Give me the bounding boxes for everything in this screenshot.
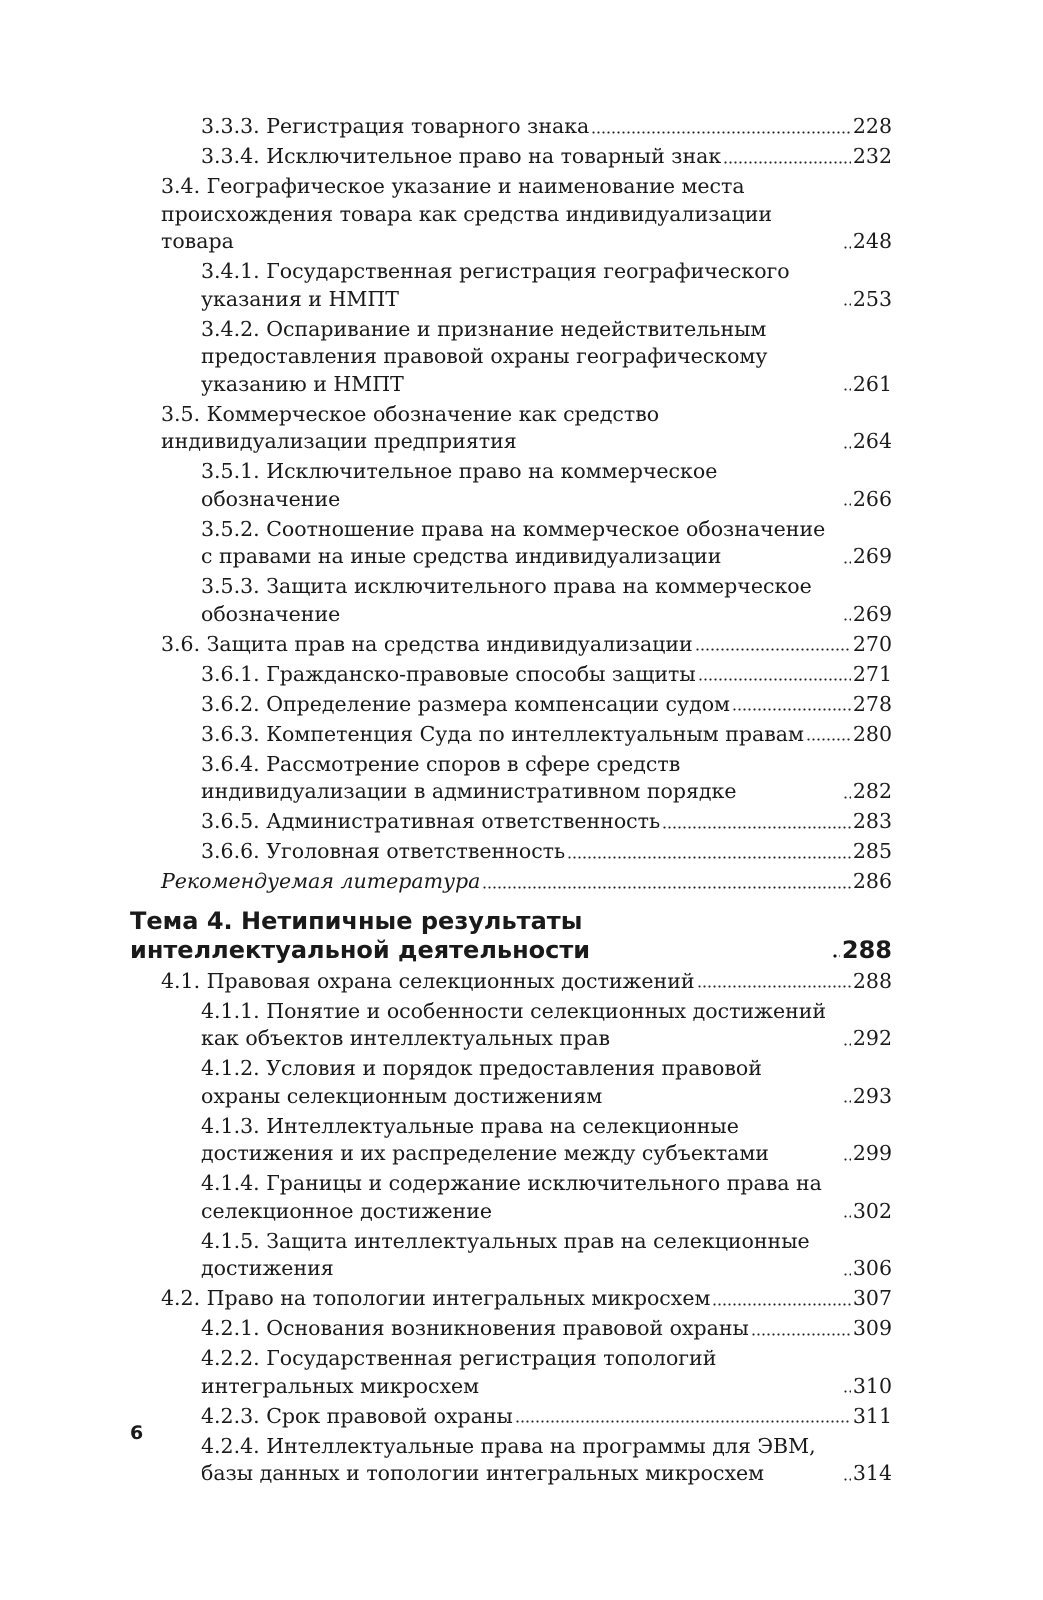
- toc-entry-title: Рекомендуемая литература: [161, 869, 481, 893]
- toc-dot-leader: [591, 131, 851, 134]
- toc-entry-title: 3.5.1. Исключительное право на коммерческое обозначение: [201, 459, 718, 511]
- toc-entry: [130, 316, 892, 399]
- toc-dot-leader: [806, 738, 851, 741]
- toc-entry: [130, 751, 892, 806]
- toc-entry-page: 278: [852, 691, 892, 716]
- toc-entry: [130, 1228, 892, 1283]
- toc-entry: [130, 808, 892, 836]
- toc-entry-title: 3.6.6. Уголовная ответственность: [201, 839, 566, 863]
- toc-entry-page: 302: [852, 1198, 892, 1223]
- toc-dot-leader: [732, 708, 851, 711]
- toc-entry-page: 269: [852, 544, 892, 568]
- toc-entry: [130, 573, 892, 628]
- toc-entry-page: 299: [852, 1141, 892, 1165]
- toc-entry: [130, 1315, 892, 1343]
- toc-entry-title: 4.2. Право на топологии интегральных микросхем: [161, 1286, 711, 1310]
- toc-entry: [130, 1403, 892, 1431]
- toc-dot-leader: [698, 678, 851, 681]
- toc-entry-page: 292: [852, 1026, 892, 1050]
- toc-entry-title: 4.1.4. Границы и содержание исключительного права на селекционное достижение: [201, 1171, 822, 1223]
- toc-dot-leader: [832, 954, 840, 958]
- toc-entry-page: 309: [852, 1316, 892, 1340]
- toc-entry-title: 4.2.3. Срок правовой охраны: [201, 1403, 513, 1428]
- toc-dot-leader: [843, 796, 851, 799]
- toc-entry-title: 4.1. Правовая охрана селекционных достижений: [161, 968, 695, 993]
- toc-entry: [130, 631, 892, 659]
- toc-entry-page: 307: [852, 1286, 892, 1310]
- toc-entry-title: 3.6.4. Рассмотрение споров в сфере средств индивидуализации в административном порядке: [201, 751, 737, 803]
- toc-entry-page: 283: [852, 809, 892, 833]
- toc-entry: [130, 1055, 892, 1110]
- table-of-contents: [130, 113, 892, 1490]
- toc-dot-leader: [697, 985, 851, 988]
- toc-entry-page: 228: [852, 114, 892, 138]
- toc-entry-title: 3.4.1. Государственная регистрация географического указания и НМПТ: [201, 259, 790, 311]
- toc-entry-page: 293: [852, 1083, 892, 1108]
- toc-entry: [130, 258, 892, 313]
- toc-entry: [130, 1433, 892, 1488]
- toc-dot-leader: [843, 618, 851, 621]
- toc-dot-leader: [843, 446, 851, 449]
- toc-entry-title: 4.1.1. Понятие и особенности селекционных достижений как объектов интеллектуальных прав: [201, 998, 827, 1050]
- toc-entry-title: 3.3.4. Исключительное право на товарный знак: [201, 144, 722, 168]
- toc-entry-page: 310: [852, 1373, 892, 1398]
- toc-entry: [130, 968, 892, 996]
- toc-entry-title: 3.3.3. Регистрация товарного знака: [201, 114, 590, 138]
- toc-entry-title: 3.5.3. Защита исключительного права на коммерческое обозначение: [201, 574, 812, 626]
- toc-entry-page: 306: [852, 1256, 892, 1280]
- toc-entry-page: 261: [852, 371, 892, 396]
- toc-entry-title: 3.5.2. Соотношение права на коммерческое обозначение с правами на иные средства индивидуализации: [201, 516, 826, 568]
- toc-entry-page: 280: [852, 721, 892, 746]
- toc-entry-page: 264: [852, 429, 892, 453]
- toc-entry: [130, 1345, 892, 1400]
- toc-entry-page: 232: [852, 144, 892, 168]
- toc-dot-leader: [843, 1043, 851, 1046]
- toc-entry-title: 3.6.1. Гражданско-правовые способы защиты: [201, 661, 696, 686]
- toc-entry-title: 4.2.2. Государственная регистрация топологий интегральных микросхем: [201, 1346, 717, 1398]
- toc-entry-page: 282: [852, 779, 892, 803]
- toc-entry: [130, 401, 892, 456]
- toc-entry: [130, 661, 892, 689]
- toc-entry-page: 270: [852, 631, 892, 656]
- toc-entry-title: 3.5. Коммерческое обозначение как средство индивидуализации предприятия: [161, 401, 660, 453]
- toc-entry: [130, 691, 892, 719]
- toc-entry: [130, 458, 892, 513]
- toc-entry-title: 4.2.1. Основания возникновения правовой охраны: [201, 1316, 749, 1340]
- toc-entry: [130, 1170, 892, 1225]
- toc-dot-leader: [843, 246, 851, 249]
- toc-dot-leader: [843, 1100, 851, 1103]
- toc-entry-title: 3.6.5. Административная ответственность: [201, 809, 661, 833]
- toc-dot-leader: [662, 826, 851, 829]
- toc-entry-title: 4.1.2. Условия и порядок предоставления правовой охраны селекционным достижениям: [201, 1056, 762, 1108]
- toc-entry-page: 285: [852, 839, 892, 863]
- toc-entry-title: 3.6.2. Определение размера компенсации судом: [201, 691, 731, 716]
- toc-dot-leader: [567, 856, 851, 859]
- toc-dot-leader: [843, 388, 851, 391]
- toc-entry-title: 4.2.4. Интеллектуальные права на программы для ЭВМ, базы данных и топологии интегральных микросхем: [201, 1433, 816, 1485]
- toc-entry-title: 4.1.3. Интеллектуальные права на селекционные достижения и их распределение между субъектами: [201, 1113, 769, 1165]
- toc-entry-page: 248: [852, 229, 892, 253]
- toc-entry: [130, 173, 892, 256]
- toc-entry: [130, 1113, 892, 1168]
- toc-entry-page: 253: [852, 286, 892, 311]
- toc-entry-page: 271: [852, 661, 892, 686]
- toc-entry-page: 288: [841, 935, 892, 964]
- toc-dot-leader: [712, 1303, 850, 1306]
- toc-dot-leader: [695, 648, 851, 651]
- toc-dot-leader: [751, 1333, 851, 1336]
- toc-dot-leader: [843, 503, 851, 506]
- toc-entry-page: 314: [852, 1461, 892, 1485]
- toc-entry-title: 3.6. Защита прав на средства индивидуализации: [161, 631, 693, 656]
- toc-dot-leader: [843, 1215, 851, 1218]
- toc-entry-title: Тема 4. Нетипичные результаты интеллектуальной деятельности: [130, 906, 591, 964]
- page-number: 6: [130, 1422, 144, 1444]
- toc-dot-leader: [723, 161, 851, 164]
- toc-dot-leader: [843, 1273, 851, 1276]
- toc-entry-title: 3.6.3. Компетенция Суда по интеллектуальным правам: [201, 721, 804, 746]
- toc-entry: [130, 1285, 892, 1313]
- toc-topic-entry: [130, 907, 892, 965]
- toc-entry-page: 288: [852, 968, 892, 993]
- toc-dot-leader: [843, 1390, 851, 1393]
- toc-dot-leader: [843, 561, 851, 564]
- toc-dot-leader: [843, 1478, 851, 1481]
- toc-entry-title: 3.4. Географическое указание и наименование места происхождения товара как средства индивидуализации товара: [161, 174, 773, 253]
- toc-entry: [130, 868, 892, 896]
- toc-entry: [130, 998, 892, 1053]
- toc-entry-page: 266: [852, 486, 892, 511]
- toc-entry: [130, 516, 892, 571]
- toc-dot-leader: [515, 1420, 851, 1423]
- toc-entry-page: 286: [852, 869, 892, 893]
- toc-entry-page: 269: [852, 601, 892, 626]
- toc-dot-leader: [843, 303, 851, 306]
- toc-entry-title: 3.4.2. Оспаривание и признание недействительным предоставления правовой охраны географическому указанию и НМПТ: [201, 316, 768, 396]
- toc-entry: [130, 113, 892, 141]
- toc-entry-title: 4.1.5. Защита интеллектуальных прав на селекционные достижения: [201, 1228, 810, 1280]
- toc-dot-leader: [843, 1158, 851, 1161]
- toc-dot-leader: [482, 886, 851, 889]
- toc-entry: [130, 143, 892, 171]
- toc-entry-page: 311: [852, 1403, 892, 1428]
- toc-entry: [130, 838, 892, 866]
- toc-entry: [130, 721, 892, 749]
